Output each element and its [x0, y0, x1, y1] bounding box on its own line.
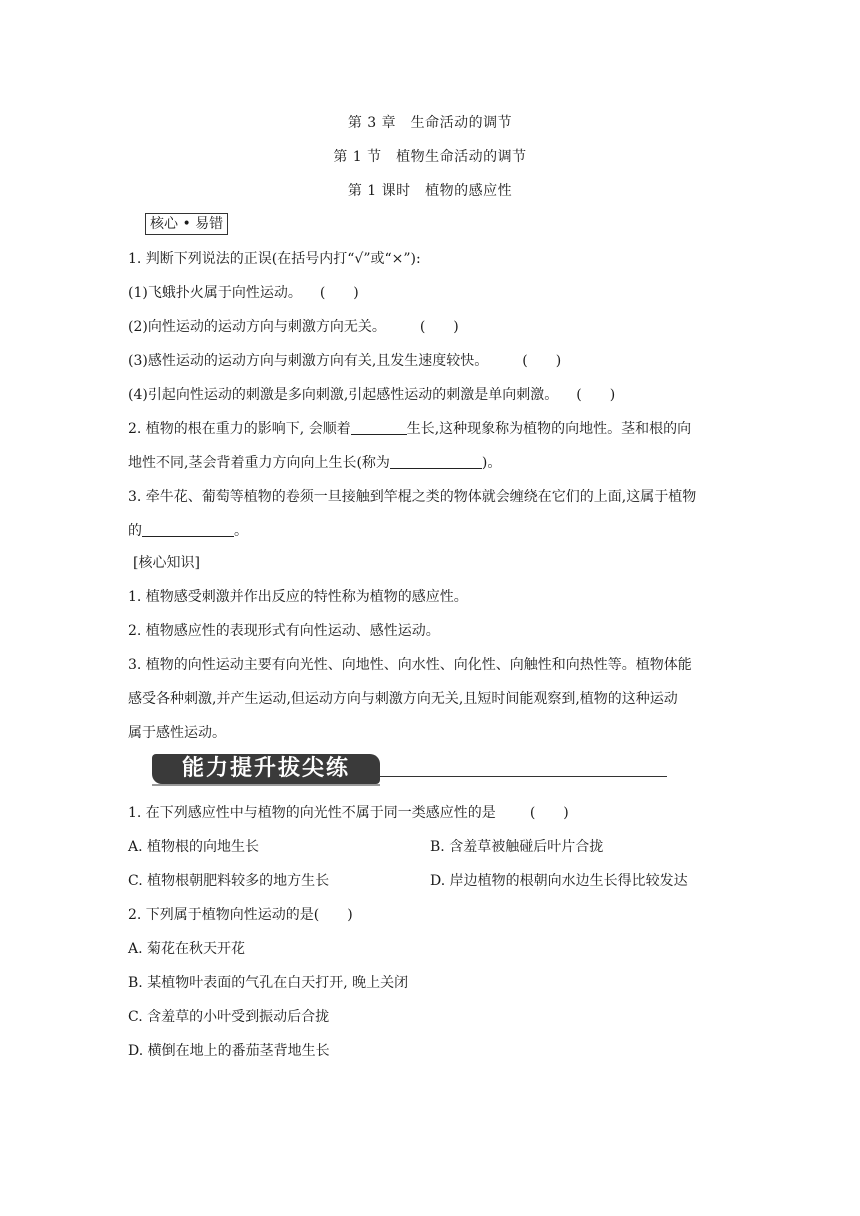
q1-item-2: (2)向性运动的运动方向与刺激方向无关。 ( ): [128, 316, 459, 336]
answer-paren[interactable]: ( ): [576, 387, 616, 403]
knowledge-point-1: 1. 植物感受刺激并作出反应的特性称为植物的感应性。: [128, 589, 468, 605]
mc2-option-d[interactable]: D. 横倒在地上的番茄茎背地生长: [128, 1043, 330, 1059]
mc2-option-b[interactable]: B. 某植物叶表面的气孔在白天打开, 晚上关闭: [128, 975, 409, 991]
answer-paren[interactable]: ( ): [529, 805, 569, 821]
q1-item-4: (4)引起向性运动的刺激是多向刺激,引起感性运动的刺激是单向刺激。 ( ): [128, 384, 615, 404]
mc2-stem: 2. 下列属于植物向性运动的是( ): [128, 907, 353, 923]
answer-paren[interactable]: ( ): [522, 353, 562, 369]
mc1-option-c[interactable]: C. 植物根朝肥料较多的地方生长: [128, 873, 330, 889]
lesson-title: 第 1 课时 植物的感应性: [347, 183, 513, 199]
fill-blank[interactable]: [351, 420, 407, 435]
answer-paren[interactable]: ( ): [419, 319, 459, 335]
knowledge-heading: [核心知识]: [133, 555, 200, 571]
q1-item-1: (1)飞蛾扑火属于向性运动。 ( ): [128, 282, 359, 302]
mc2-option-a[interactable]: A. 菊花在秋天开花: [128, 941, 246, 957]
banner-rule: [380, 776, 667, 777]
q1-stem: 1. 判断下列说法的正误(在括号内打“√”或“×”):: [128, 251, 421, 267]
section-title: 第 1 节 植物生命活动的调节: [333, 149, 527, 165]
section-banner: [152, 752, 667, 788]
banner-title: 能力提升拔尖练: [152, 754, 380, 784]
knowledge-point-3-line-2: 感受各种刺激,并产生运动,但运动方向与刺激方向无关,且短时间能观察到,植物的这种运动: [128, 691, 678, 707]
knowledge-point-3-line-1: 3. 植物的向性运动主要有向光性、向地性、向水性、向化性、向触性和向热性等。植物体能: [128, 657, 692, 673]
q3-line-1: 3. 牵牛花、葡萄等植物的卷须一旦接触到竿棍之类的物体就会缠绕在它们的上面,这属于植物: [128, 489, 697, 505]
fill-blank[interactable]: [142, 522, 234, 537]
q2-line-2: 地性不同,茎会背着重力方向向上生长(称为 )。: [128, 455, 502, 471]
q3-line-2: 的 。: [128, 523, 248, 539]
fill-blank[interactable]: [390, 454, 482, 469]
q1-item-3: (3)感性运动的运动方向与刺激方向有关,且发生速度较快。 ( ): [128, 350, 561, 370]
core-errors-label: 核心 • 易错: [145, 213, 228, 235]
mc2-option-c[interactable]: C. 含羞草的小叶受到振动后合拢: [128, 1009, 330, 1025]
q2-line-1: 2. 植物的根在重力的影响下, 会顺着 生长,这种现象称为植物的向地性。茎和根的向: [128, 421, 692, 437]
chapter-title: 第 3 章 生命活动的调节: [347, 115, 513, 131]
knowledge-point-2: 2. 植物感应性的表现形式有向性运动、感性运动。: [128, 623, 440, 639]
mc1-option-a[interactable]: A. 植物根的向地生长: [128, 839, 260, 855]
mc1-option-b[interactable]: B. 含羞草被触碰后叶片合拢: [430, 839, 604, 855]
knowledge-point-3-line-3: 属于感性运动。: [128, 725, 226, 741]
mc1-option-d[interactable]: D. 岸边植物的根朝向水边生长得比较发达: [430, 873, 688, 889]
mc1-stem: 1. 在下列感应性中与植物的向光性不属于同一类感应性的是 ( ): [128, 802, 569, 822]
banner-underline: [152, 784, 380, 786]
answer-paren[interactable]: ( ): [319, 285, 359, 301]
